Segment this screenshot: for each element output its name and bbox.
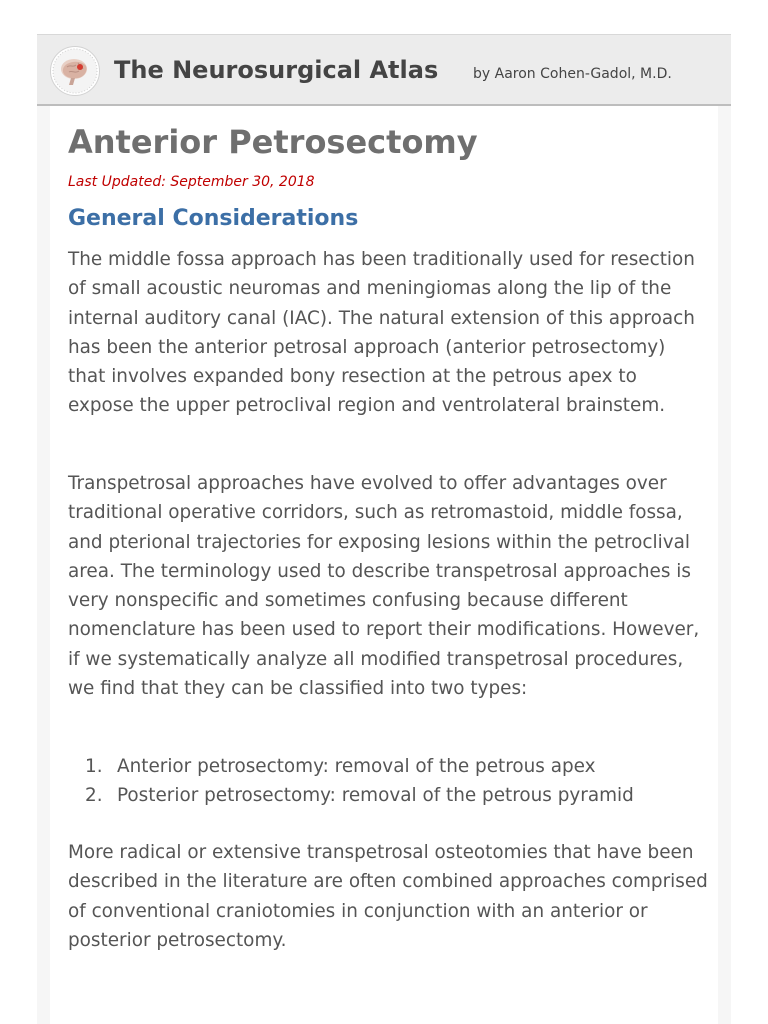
list-item — [68, 781, 708, 810]
page — [37, 34, 731, 1024]
brain-logo-svg — [51, 47, 99, 95]
list-item — [68, 752, 708, 781]
article-title: Anterior Petrosectomy — [68, 123, 478, 161]
paragraph-3: More radical or extensive transpetrosal osteotomies that have been described in the literature are often combined approaches comprised of conventional craniotomies in conjunction with an anterior or posterior petrosectomy. — [68, 842, 708, 951]
site-header — [37, 34, 731, 106]
list-item-text: Posterior petrosectomy: removal of the petrous pyramid — [117, 785, 634, 807]
list-item-number: 1. — [85, 756, 103, 777]
last-updated: Last Updated: September 30, 2018 — [68, 174, 315, 190]
brain-logo-icon[interactable] — [50, 46, 100, 96]
author-byline: by Aaron Cohen-Gadol, M.D. — [473, 66, 672, 82]
list-item-number: 2. — [85, 785, 103, 807]
paragraph-1: The middle fossa approach has been traditionally used for resection of small acoustic neuromas and meningiomas along the lip of the internal auditory canal (IAC). The natural extension of this approach has been the anterior petrosal approach (anterior petrosectomy) that involves expanded bony resection at the petrous apex to expose the upper petroclival region and ventrolateral brainstem. — [68, 249, 695, 417]
list-item-text: Anterior petrosectomy: removal of the petrous apex — [117, 756, 596, 777]
site-title[interactable]: The Neurosurgical Atlas — [114, 56, 439, 84]
section-heading: General Considerations — [68, 206, 359, 231]
paragraph-2: Transpetrosal approaches have evolved to offer advantages over traditional operative corridors, such as retromastoid, middle fossa, and pterional trajectories for exposing lesions within the petroclival area. The terminology used to describe transpetrosal approaches is very nonspecific and sometimes confusing because different nomenclature has been used to report their modifications. However, if we systematically analyze all modified transpetrosal procedures, we find that they can be classified into two types: — [68, 473, 700, 700]
article-content — [50, 106, 718, 1024]
petrosectomy-types-list — [68, 752, 708, 811]
